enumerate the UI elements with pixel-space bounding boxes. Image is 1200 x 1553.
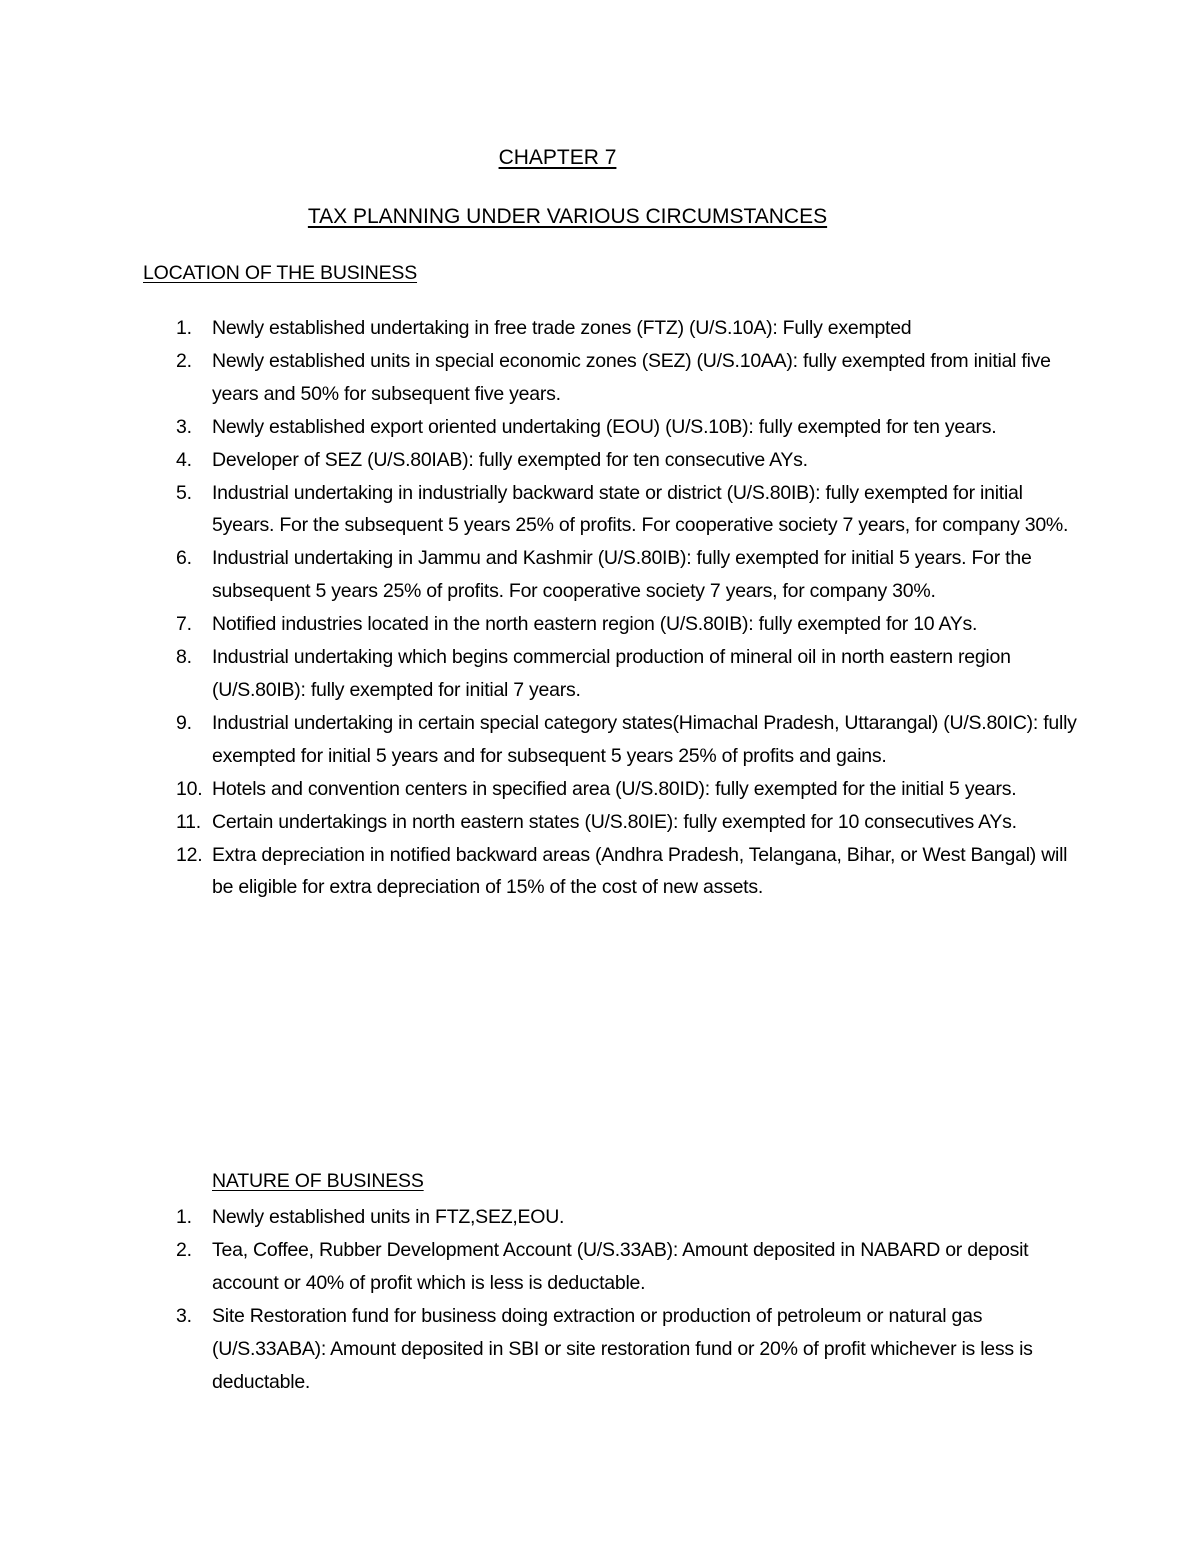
section-heading-location: LOCATION OF THE BUSINESS — [143, 262, 418, 284]
list-item — [176, 312, 1087, 345]
list-item — [176, 1300, 1087, 1399]
list-item — [176, 806, 1087, 839]
list-number: 6. — [176, 547, 192, 570]
list-item-text: Developer of SEZ (U/S.80IAB): fully exempted for ten consecutive AYs. — [212, 448, 808, 471]
list-item-text: Industrial undertaking in Jammu and Kashmir (U/S.80IB): fully exempted for initial 5 years. For the subsequent 5 years 25% of profits. For cooperative society 7 years, for company 30%. — [212, 547, 1032, 603]
list-item-text: Hotels and convention centers in specified area (U/S.80ID): fully exempted for the initial 5 years. — [212, 777, 1017, 800]
chapter-heading: CHAPTER 7 — [498, 146, 617, 169]
list-item — [176, 773, 1087, 806]
list-item-text: Certain undertakings in north eastern states (U/S.80IE): fully exempted for 10 consecutives AYs. — [212, 810, 1017, 833]
list-number: 8. — [176, 646, 192, 669]
list-item-text: Industrial undertaking in industrially backward state or district (U/S.80IB): fully exempted for initial 5years. For the subsequent 5 years 25% of profits. For cooperative society 7 years, for company 30%. — [212, 481, 1069, 537]
list-number: 3. — [176, 1304, 192, 1327]
list-number: 10. — [176, 777, 203, 800]
list-item — [176, 1234, 1087, 1300]
list-item-text: Newly established units in special economic zones (SEZ) (U/S.10AA): fully exempted from initial five years and 50% for subsequent five years. — [212, 349, 1051, 405]
list-item — [176, 345, 1087, 411]
list-item — [176, 707, 1087, 773]
list-item-text: Extra depreciation in notified backward areas (Andhra Pradesh, Telangana, Bihar, or West Bangal) will be eligible for extra depreciation of 15% of the cost of new assets. — [212, 843, 1068, 899]
list-number: 11. — [176, 810, 201, 833]
list-item-text: Tea, Coffee, Rubber Development Account (U/S.33AB): Amount deposited in NABARD or deposit account or 40% of profit which is less is deductable. — [212, 1238, 1029, 1294]
list-number: 5. — [176, 481, 192, 504]
list-item-text: Notified industries located in the north eastern region (U/S.80IB): fully exempted for 10 AYs. — [212, 613, 978, 636]
list-number: 1. — [176, 1206, 192, 1228]
list-item-text: Site Restoration fund for business doing extraction or production of petroleum or natural gas (U/S.33ABA): Amount deposited in SBI or site restoration fund or 20% of profit whichever is less is deductable. — [212, 1304, 1033, 1393]
list-item-text: Industrial undertaking which begins commercial production of mineral oil in north eastern region (U/S.80IB): fully exempted for initial 7 years. — [212, 646, 1011, 701]
list-number: 1. — [176, 317, 192, 339]
list-number: 9. — [176, 711, 192, 734]
list-item — [176, 477, 1087, 543]
list-item — [176, 1201, 1087, 1234]
list-number: 12. — [176, 843, 203, 866]
list-item — [176, 641, 1087, 707]
list-item-text: Industrial undertaking in certain special category states(Himachal Pradesh, Uttarangal) (U/S.80IC): fully exempted for initial 5 years and for subsequent 5 years 25% of profits and gains. — [212, 711, 1077, 767]
list-item-text: Newly established undertaking in free trade zones (FTZ) (U/S.10A): Fully exempted — [212, 317, 912, 339]
section-heading-nature: NATURE OF BUSINESS — [212, 1170, 424, 1192]
list-item — [176, 608, 1087, 641]
document-title: TAX PLANNING UNDER VARIOUS CIRCUMSTANCES — [307, 205, 828, 228]
list-item — [176, 411, 1087, 444]
location-list — [176, 312, 1087, 904]
list-item-text: Newly established units in FTZ,SEZ,EOU. — [212, 1206, 565, 1228]
list-number: 3. — [176, 415, 192, 438]
nature-list — [176, 1201, 1087, 1398]
list-item — [176, 839, 1087, 905]
list-item-text: Newly established export oriented undertaking (EOU) (U/S.10B): fully exempted for ten years. — [212, 415, 997, 438]
list-number: 2. — [176, 1238, 192, 1261]
list-item — [176, 542, 1087, 608]
list-number: 2. — [176, 349, 192, 372]
list-number: 4. — [176, 448, 192, 471]
list-item — [176, 444, 1087, 477]
list-number: 7. — [176, 613, 192, 636]
